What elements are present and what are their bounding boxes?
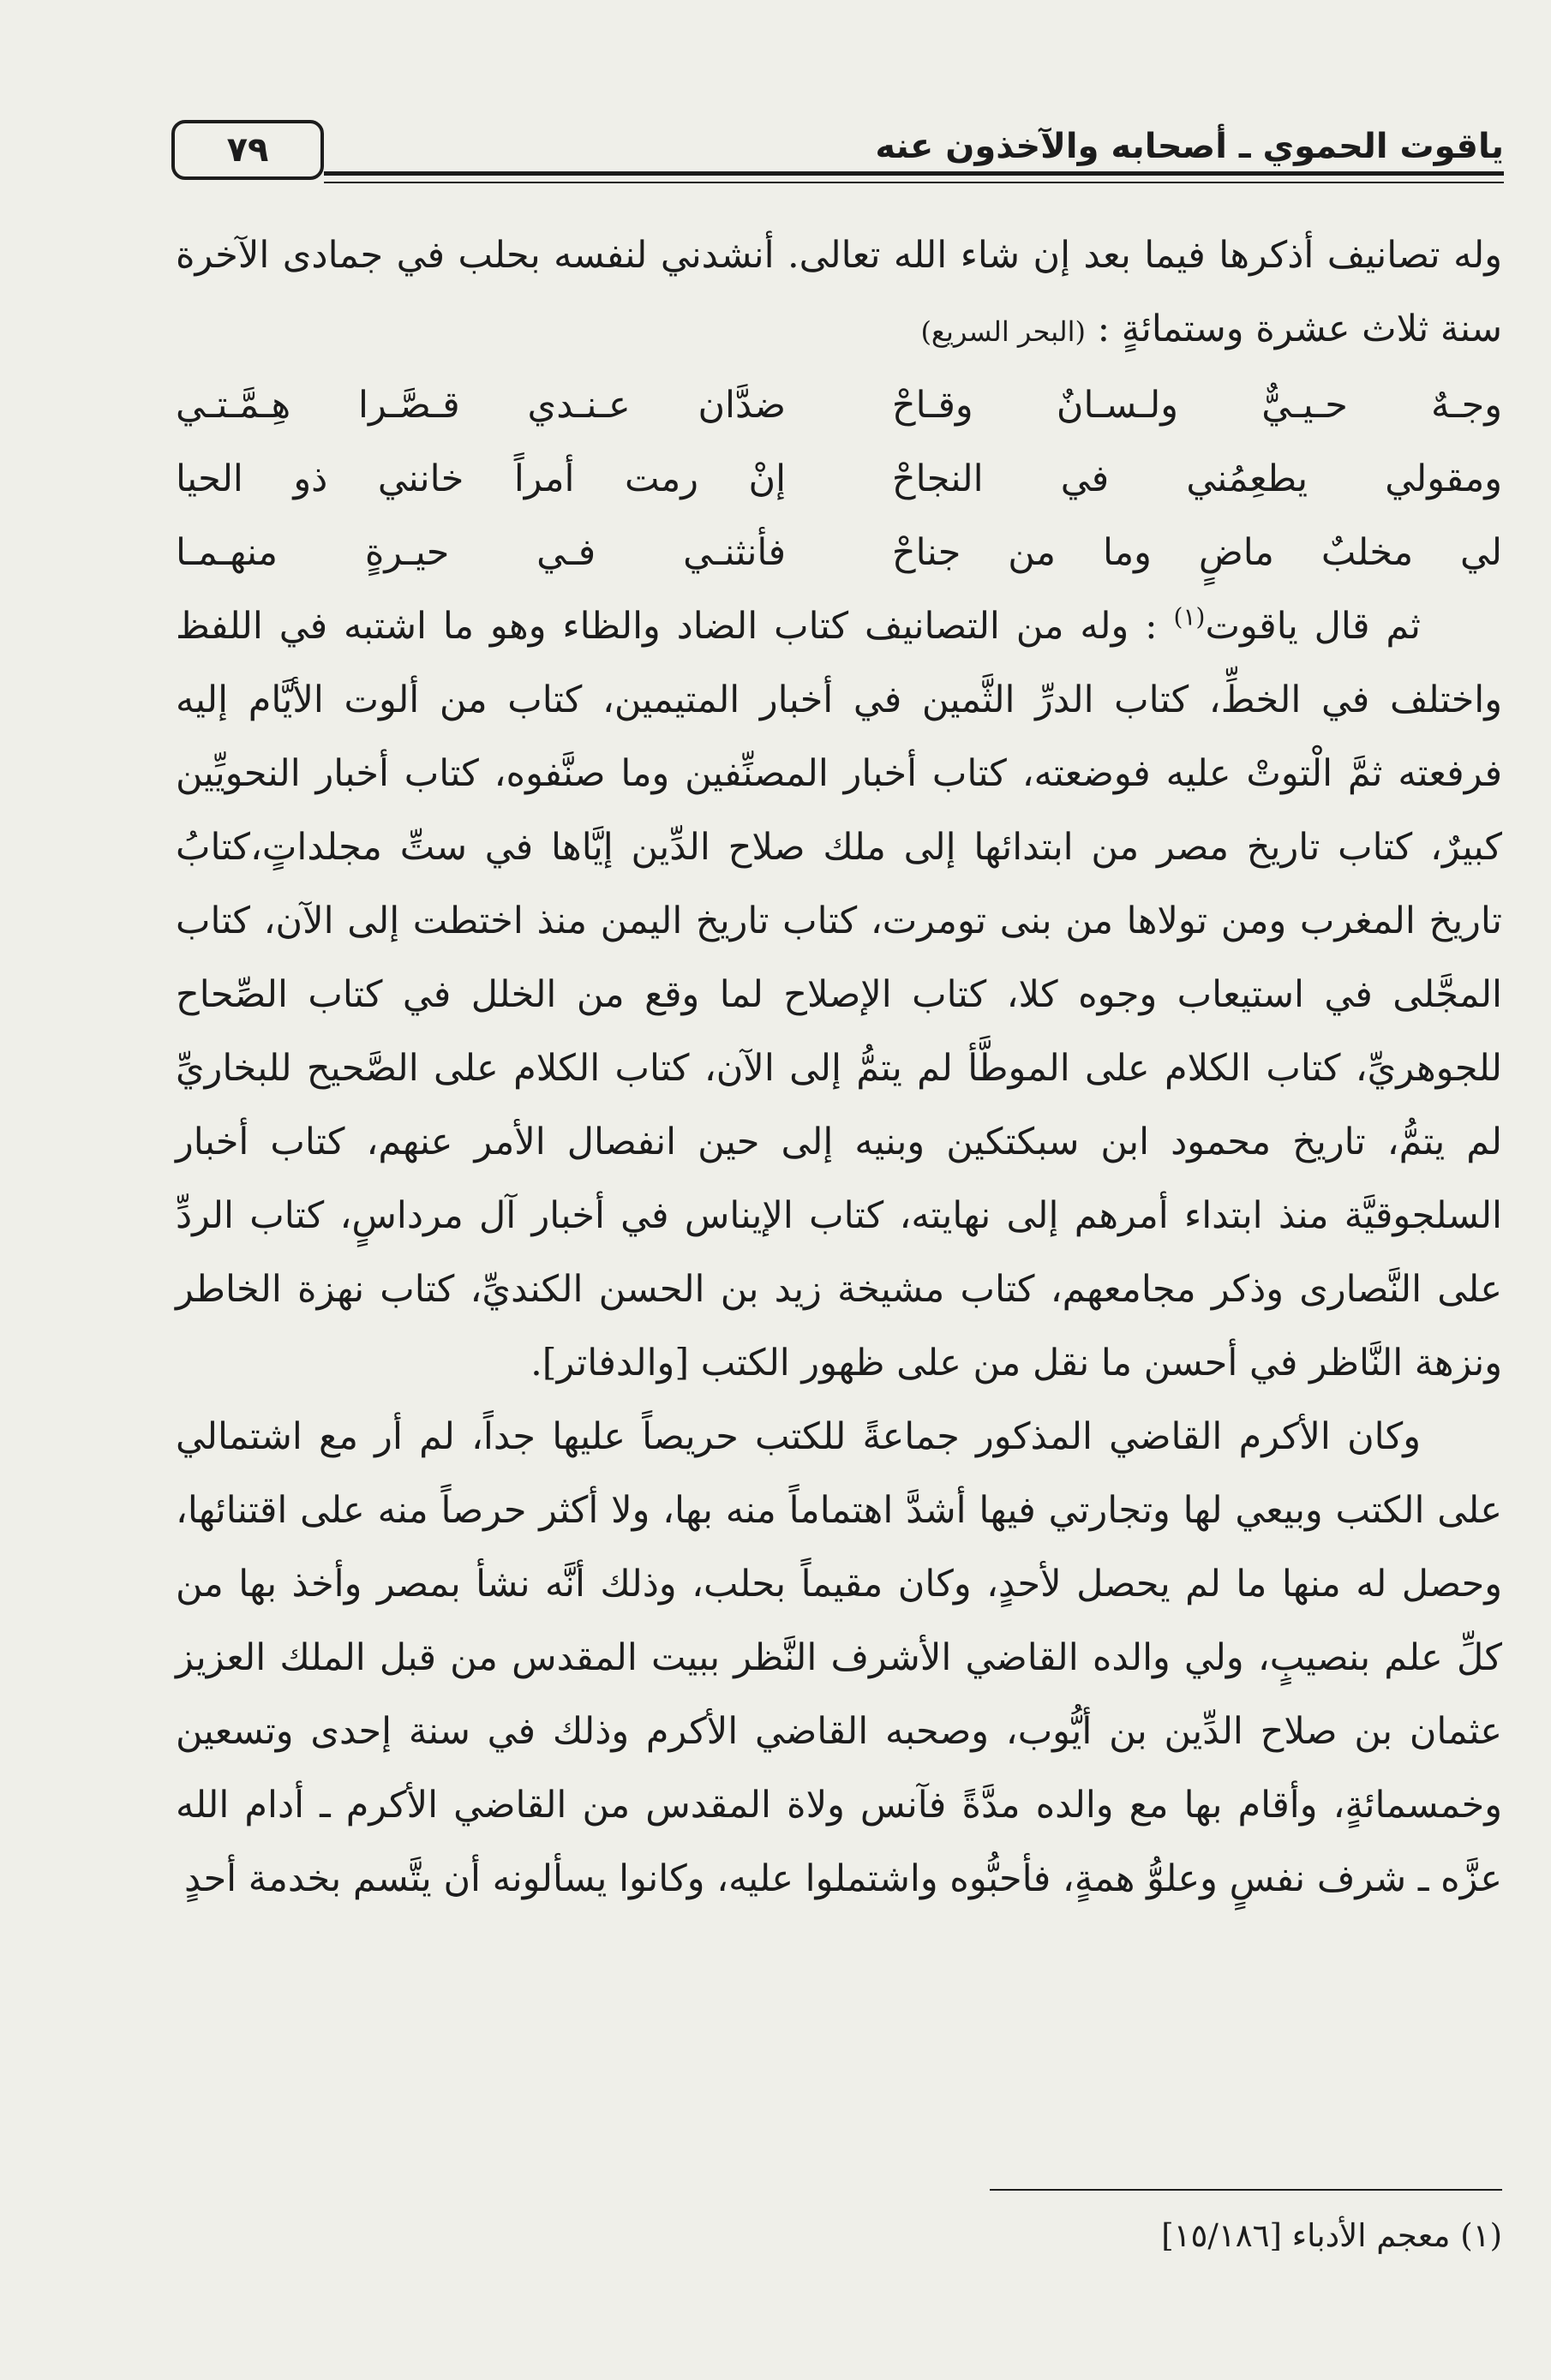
works-paragraph [176, 589, 1502, 1400]
intro-line-1: وله تصانيف أذكرها فيما بعد إن شاء الله تعالى. أنشدني لنفسه بحلب في [396, 234, 1503, 277]
footnote-marker[interactable]: (١) [1173, 602, 1206, 631]
running-title: ياقوت الحموي ـ أصحابه والآخذون عنه [875, 127, 1504, 166]
poem-verse [176, 516, 1502, 589]
header-rule-thin [324, 182, 1504, 183]
verse-first-half: فأنثنـي فـي حيـرةٍ منهـمـا [176, 531, 787, 574]
verse-first-half: ضدَّان عـنـدي قـصَّـرا هِـمَّـتـي [176, 384, 787, 427]
poem-meter: (البحر السريع) [920, 315, 1086, 348]
header-rule-thick [324, 171, 1504, 176]
page-number-frame [171, 120, 324, 180]
poem-verse [176, 442, 1502, 516]
page-header [171, 120, 1504, 188]
works-text: : وله من التصانيف كتاب الضاد والظاء وهو ما اشتبه في اللفظ واختلف في الخطِّ، كتاب الدرِّ الثَّمين في أخبار المتيمين، كتاب من ألوت الأيَّام إليه فرفعته ثمَّ الْتوتْ عليه فوضعته، كتاب أخبار المصنِّفين وما صنَّفوه، كتاب أخبار النحويِّين كبيرٌ، كتاب تاريخ مصر من ابتدائها إلى ملك صلاح الدِّين إيَّاها في ستِّ مجلداتٍ،كتابُ تاريخ المغرب ومن تولاها من بنى تومرت، كتاب تاريخ اليمن منذ اختطت إلى الآن، كتاب المجَّلى في استيعاب وجوه كلا، كتاب الإصلاح لما وقع من الخلل في كتاب الصِّحاح للجوهريِّ، كتاب الكلام على الموطَّأ لم يتمُّ إلى الآن، كتاب الكلام على الصَّحيح للبخاريِّ لم يتمُّ، تاريخ محمود ابن سبكتكين وبنيه إلى حين انفصال الأمر عنهم، كتاب أخبار السلجوقيَّة منذ ابتداء أمرهم إلى نهايته، كتاب الإيناس في أخبار آل مرداسٍ، كتاب الردِّ على النَّصارى وذكر مجامعهم، كتاب مشيخة زيد بن الحسن الكنديِّ، كتاب نهزة الخاطر ونزهة النَّاظر في أحسن ما نقل من على ظهور الكتب [والدفاتر]. [176, 605, 1502, 1384]
akram-paragraph: وكان الأكرم القاضي المذكور جماعةً للكتب حريصاً عليها جداً، لم أر مع اشتمالي على الكتب وبيعي لها وتجارتي فيها أشدَّ اهتماماً منه بها، ولا أكثر حرصاً منه على اقتنائها، وحصل له منها ما لم يحصل لأحدٍ، وكان مقيماً بحلب، وذلك أنَّه نشأ بمصر وأخذ بها من كلِّ علم بنصيبٍ، ولي والده القاضي الأشرف النَّظر ببيت المقدس من قبل الملك العزيز عثمان بن صلاح الدِّين بن أيُّوب، وصحبه القاضي الأكرم وذلك في سنة إحدى وتسعين وخمسمائةٍ، وأقام بها مع والده مدَّةً فآنس ولاة المقدس من القاضي الأكرم ـ أدام الله عزَّه ـ شرف نفسٍ وعلوُّ همةٍ، فأحبُّوه واشتملوا عليه، وكانوا يسألونه أن يتَّسم بخدمة أحدٍ [176, 1415, 1502, 1900]
verse-second-half: وجـهٌ حـيـيٌّ ولـسـانٌ وقـاحْ [891, 384, 1502, 427]
intro-line-2: جمادى الآخرة سنة ثلاث عشرة وستمائةٍ : [176, 234, 1502, 350]
poem-verse [176, 368, 1502, 442]
intro-paragraph [176, 218, 1502, 368]
verse-second-half: لي مخلبٌ ماضٍ وما من جناحْ [891, 531, 1502, 574]
main-text [176, 218, 1502, 1916]
footnote-separator [990, 2189, 1502, 2191]
page-number: ٧٩ [226, 130, 269, 170]
footnote: (١) معجم الأدباء [١٥/١٨٦] [1161, 2217, 1502, 2254]
verse-first-half: إنْ رمت أمراً خانني ذو الحيا [176, 457, 787, 500]
works-opening: ثم قال ياقوت [1205, 605, 1422, 648]
verse-second-half: ومقولي يطعِمُني في النجاحْ [891, 457, 1502, 500]
